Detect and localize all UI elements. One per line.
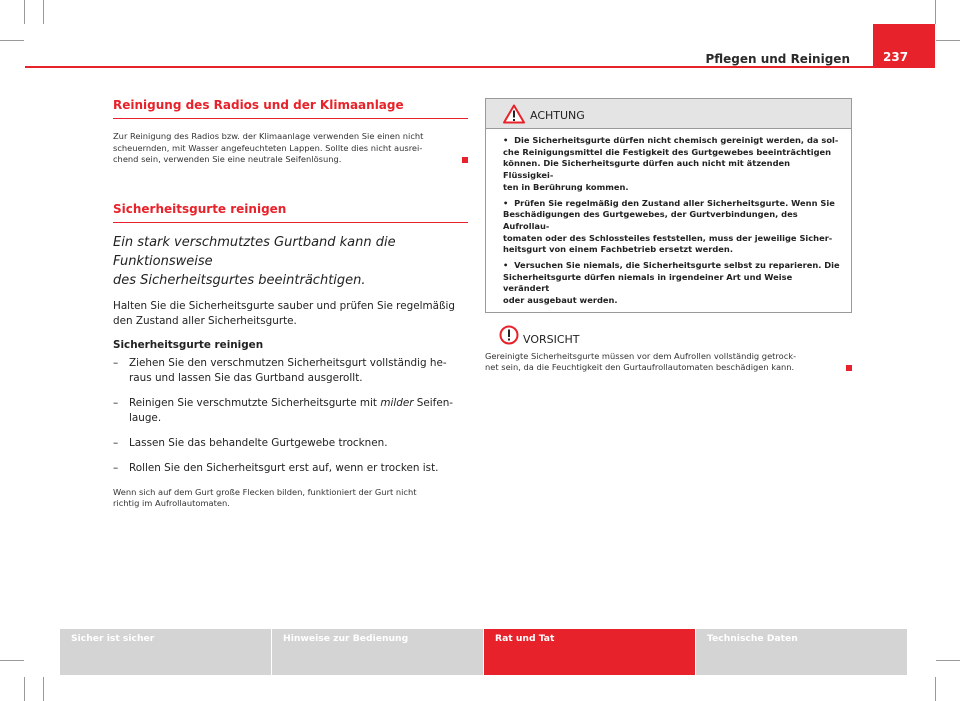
list-item: – Rollen Sie den Sicherheitsgurt erst auf, wenn er trocken ist. — [113, 461, 439, 474]
crop-mark — [935, 0, 936, 24]
crop-mark — [936, 660, 960, 661]
list-item: – Lassen Sie das behandelte Gurtgewebe trocknen. — [113, 436, 388, 449]
crop-mark — [24, 677, 25, 701]
crop-mark — [43, 0, 44, 24]
belts-intro: Halten Sie die Sicherheitsgurte sauber und prüfen Sie regelmäßig den Zustand aller Sicherheitsgurte. — [113, 299, 456, 327]
caution-paragraph: Gereinigte Sicherheitsgurte müssen vor dem Aufrollen vollständig getrock- net sein, da die Feuchtigkeit den Gurtaufrollautomaten beschädigen kann. — [485, 351, 852, 374]
section-heading-radio: Reinigung des Radios und der Klimaanlage — [113, 98, 468, 119]
list-item: – Ziehen Sie den verschmutzen Sicherheitsgurt vollständig he- raus und lassen Sie das Gurtband ausgerollt. — [113, 356, 447, 384]
warning-box-body — [486, 129, 851, 312]
right-column — [485, 98, 852, 374]
crop-mark — [0, 40, 24, 41]
list-item: • Versuchen Sie niemals, die Sicherheitsgurte selbst zu reparieren. Die Sicherheitsgurte dürfen niemals in irgendeiner Art und Weise verändert oder ausgebaut werden. — [503, 260, 840, 306]
belts-lead: Ein stark verschmutztes Gurtband kann die Funktionsweise des Sicherheitsgurtes beeinträchtigen. — [113, 234, 396, 288]
list-item: – Reinigen Sie verschmutzte Sicherheitsgurte mit milder Seifen- lauge. — [113, 396, 454, 424]
footer-tab-sicher[interactable]: Sicher ist sicher — [60, 629, 271, 675]
left-column — [113, 98, 468, 510]
section-end-marker — [846, 365, 852, 371]
crop-mark — [43, 677, 44, 701]
caution-label: VORSICHT — [523, 332, 580, 346]
belts-note: Wenn sich auf dem Gurt große Flecken bilden, funktioniert der Gurt nicht richtig im Aufrollautomaten. — [113, 486, 417, 508]
list-item: • Prüfen Sie regelmäßig den Zustand aller Sicherheitsgurte. Wenn Sie Beschädigungen des Gurtgewebes, der Gurtverbindungen, des Aufrollau- tomaten oder des Schlossteiles feststellen, muss der jeweilige Sicher- heitsgurt von einem Fachbetrieb ersetzt werden. — [503, 197, 835, 255]
footer-tab-hinweise[interactable]: Hinweise zur Bedienung — [272, 629, 483, 675]
caution-header — [485, 325, 852, 349]
radio-paragraph: Zur Reinigung des Radios bzw. der Klimaanlage verwenden Sie einen nicht scheuernden, mit Wasser angefeuchteten Lappen. Sollte dies nicht ausrei- chend sein, verwenden Sie eine neutrale Seifenlösung. — [113, 131, 468, 166]
crop-mark — [0, 660, 24, 661]
crop-mark — [936, 40, 960, 41]
page-number: 237 — [883, 50, 909, 64]
belts-subheading: Sicherheitsgurte reinigen — [113, 338, 264, 351]
section-heading-belts: Sicherheitsgurte reinigen — [113, 202, 468, 223]
footer-tab-rat-und-tat[interactable]: Rat und Tat — [484, 629, 695, 675]
warning-triangle-icon — [503, 104, 525, 124]
footer-nav — [60, 629, 908, 675]
running-header-title: Pflegen und Reinigen — [705, 52, 850, 66]
warning-box — [485, 98, 852, 313]
warning-box-header — [486, 99, 851, 129]
warning-label: ACHTUNG — [530, 109, 585, 122]
list-item: • Die Sicherheitsgurte dürfen nicht chemisch gereinigt werden, da sol- che Reinigungsmittel die Festigkeit des Gurtgewebes beeinträchtigen können. Die Sicherheitsgurte dürfen auch nicht mit ätzenden Flüssigkei- ten in Berührung kommen. — [503, 135, 839, 192]
crop-mark — [935, 677, 936, 701]
section-end-marker — [462, 157, 468, 163]
header-rule — [25, 66, 935, 68]
footer-tab-technische-daten[interactable]: Technische Daten — [696, 629, 907, 675]
crop-mark — [24, 0, 25, 24]
caution-exclamation-icon — [499, 325, 519, 345]
